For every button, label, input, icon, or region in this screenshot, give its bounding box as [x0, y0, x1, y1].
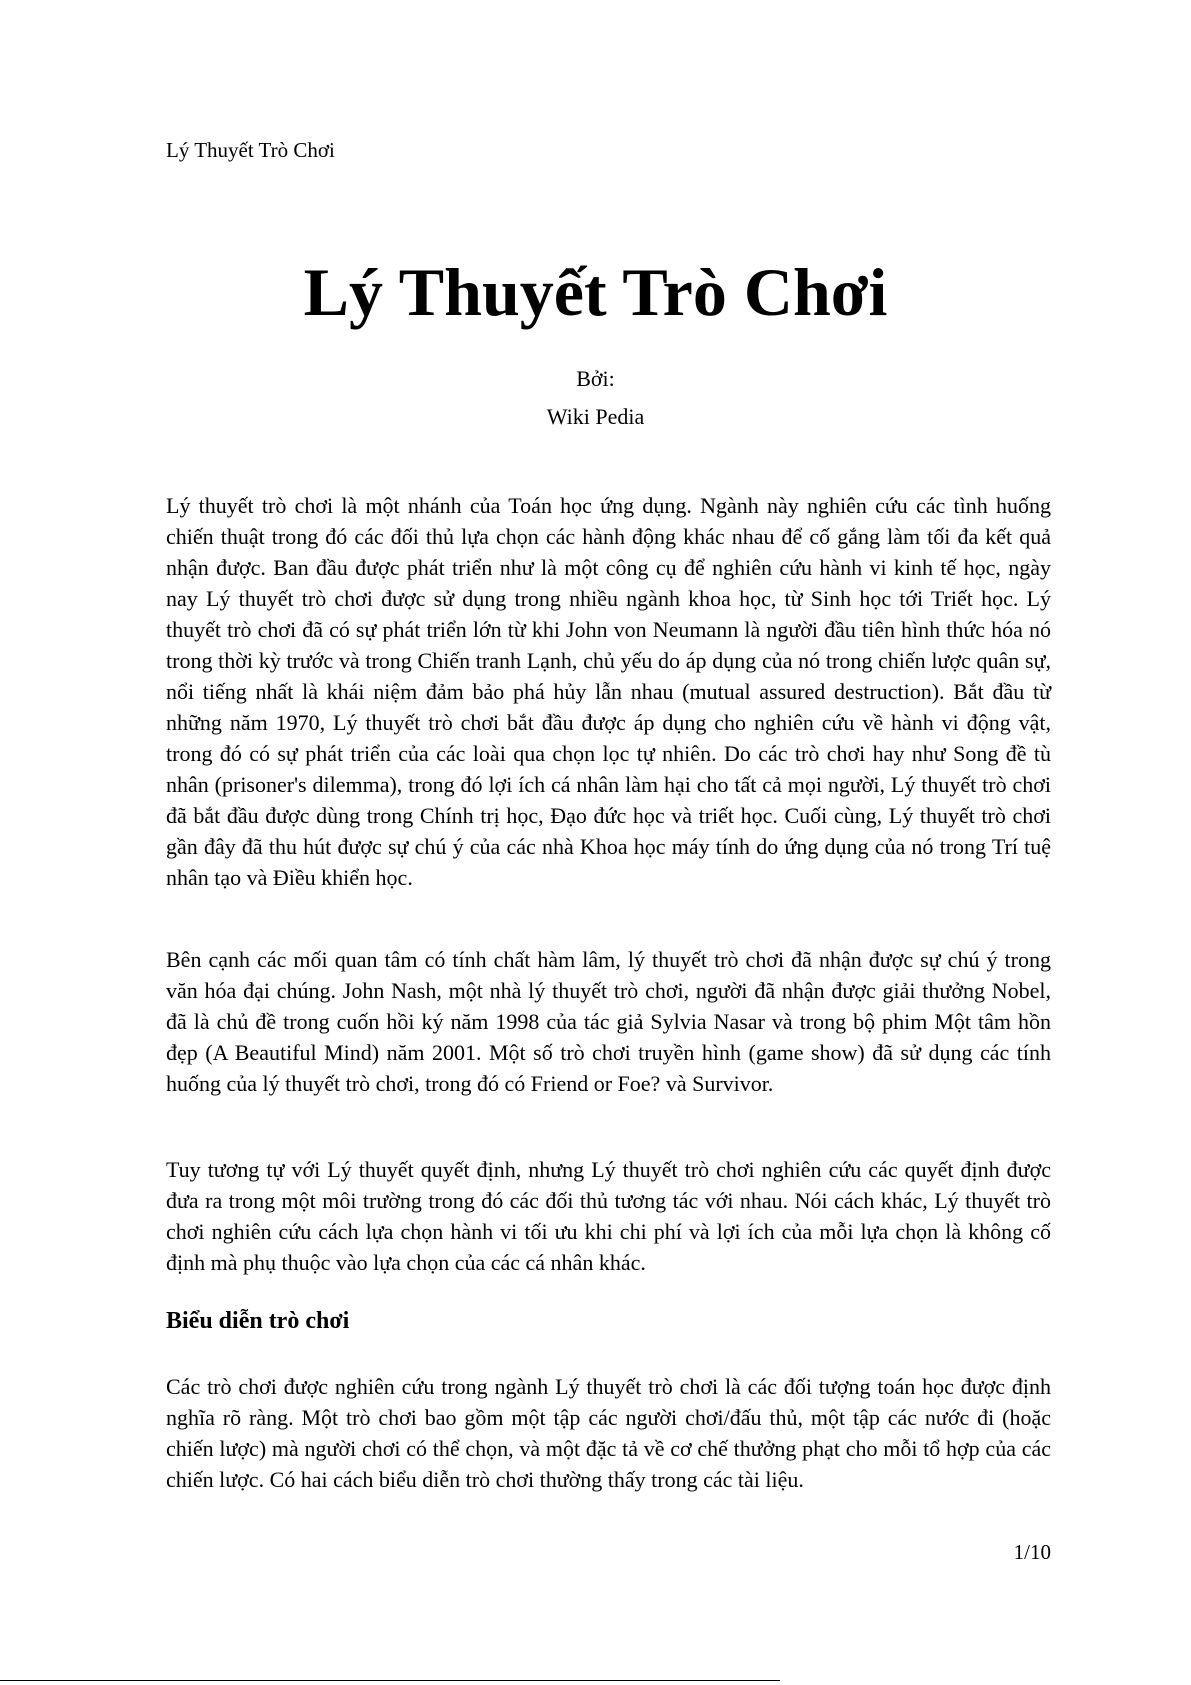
bottom-divider [0, 1680, 780, 1681]
byline [0, 363, 1191, 439]
section-heading: Biểu diễn trò chơi [166, 1308, 350, 1334]
byline-author: Wiki Pedia [546, 404, 645, 429]
popular-culture-paragraph: Bên cạnh các mối quan tâm có tính chất hàm lâm, lý thuyết trò chơi đã nhận được sự chú ý trong văn hóa đại chúng. John Nash, một nhà lý thuyết trò chơi, người đã nhận được giải thưởng Nobel, đã là chủ đề trong cuốn hồi ký năm 1998 của tác giả Sylvia Nasar và trong bộ phim Một tâm hồn đẹp (A Beautiful Mind) năm 2001. Một số trò chơi truyền hình (game show) đã sử dụng các tính huống của lý thuyết trò chơi, trong đó có Friend or Foe? và Survivor. [166, 947, 1051, 1096]
intro-paragraph: Lý thuyết trò chơi là một nhánh của Toán học ứng dụng. Ngành này nghiên cứu các tình huống chiến thuật trong đó các đối thủ lựa chọn các hành động khác nhau để cố gắng làm tối đa kết quả nhận được. Ban đầu được phát triển như là một công cụ để nghiên cứu hành vi kinh tế học, ngày nay Lý thuyết trò chơi được sử dụng trong nhiều ngành khoa học, từ Sinh học tới Triết học. Lý thuyết trò chơi đã có sự phát triển lớn từ khi John von Neumann là người đầu tiên hình thức hóa nó trong thời kỳ trước và trong Chiến tranh Lạnh, chủ yếu do áp dụng của nó trong chiến lược quân sự, nổi tiếng nhất là khái niệm đảm bảo phá hủy lẫn nhau (mutual assured destruction). Bắt đầu từ những năm 1970, Lý thuyết trò chơi bắt đầu được áp dụng cho nghiên cứu về hành vi động vật, trong đó có sự phát triển của các loài qua chọn lọc tự nhiên. Do các trò chơi hay như Song đề tù nhân (prisoner's dilemma), trong đó lợi ích cá nhân làm hại cho tất cả mọi người, Lý thuyết trò chơi đã bắt đầu được dùng trong Chính trị học, Đạo đức học và triết học. Cuối cùng, Lý thuyết trò chơi gần đây đã thu hút được sự chú ý của các nhà Khoa học máy tính do ứng dụng của nó trong Trí tuệ nhân tạo và Điều khiển học. [166, 493, 1051, 890]
byline-label: Bởi: [576, 366, 615, 391]
page-number: 1/10 [1013, 1540, 1051, 1564]
running-header: Lý Thuyết Trò Chơi [166, 138, 335, 162]
decision-theory-paragraph: Tuy tương tự với Lý thuyết quyết định, nhưng Lý thuyết trò chơi nghiên cứu các quyết định được đưa ra trong một môi trường trong đó các đối thủ tương tác với nhau. Nói cách khác, Lý thuyết trò chơi nghiên cứu cách lựa chọn hành vi tối ưu khi chi phí và lợi ích của mỗi lựa chọn là không cố định mà phụ thuộc vào lựa chọn của các cá nhân khác. [166, 1157, 1051, 1275]
section-paragraph: Các trò chơi được nghiên cứu trong ngành Lý thuyết trò chơi là các đối tượng toán học được định nghĩa rõ ràng. Một trò chơi bao gồm một tập các người chơi/đấu thủ, một tập các nước đi (hoặc chiến lược) mà người chơi có thể chọn, và một đặc tả về cơ chế thưởng phạt cho mỗi tổ hợp của các chiến lược. Có hai cách biểu diễn trò chơi thường thấy trong các tài liệu. [166, 1374, 1051, 1492]
document-title: Lý Thuyết Trò Chơi [303, 254, 888, 330]
